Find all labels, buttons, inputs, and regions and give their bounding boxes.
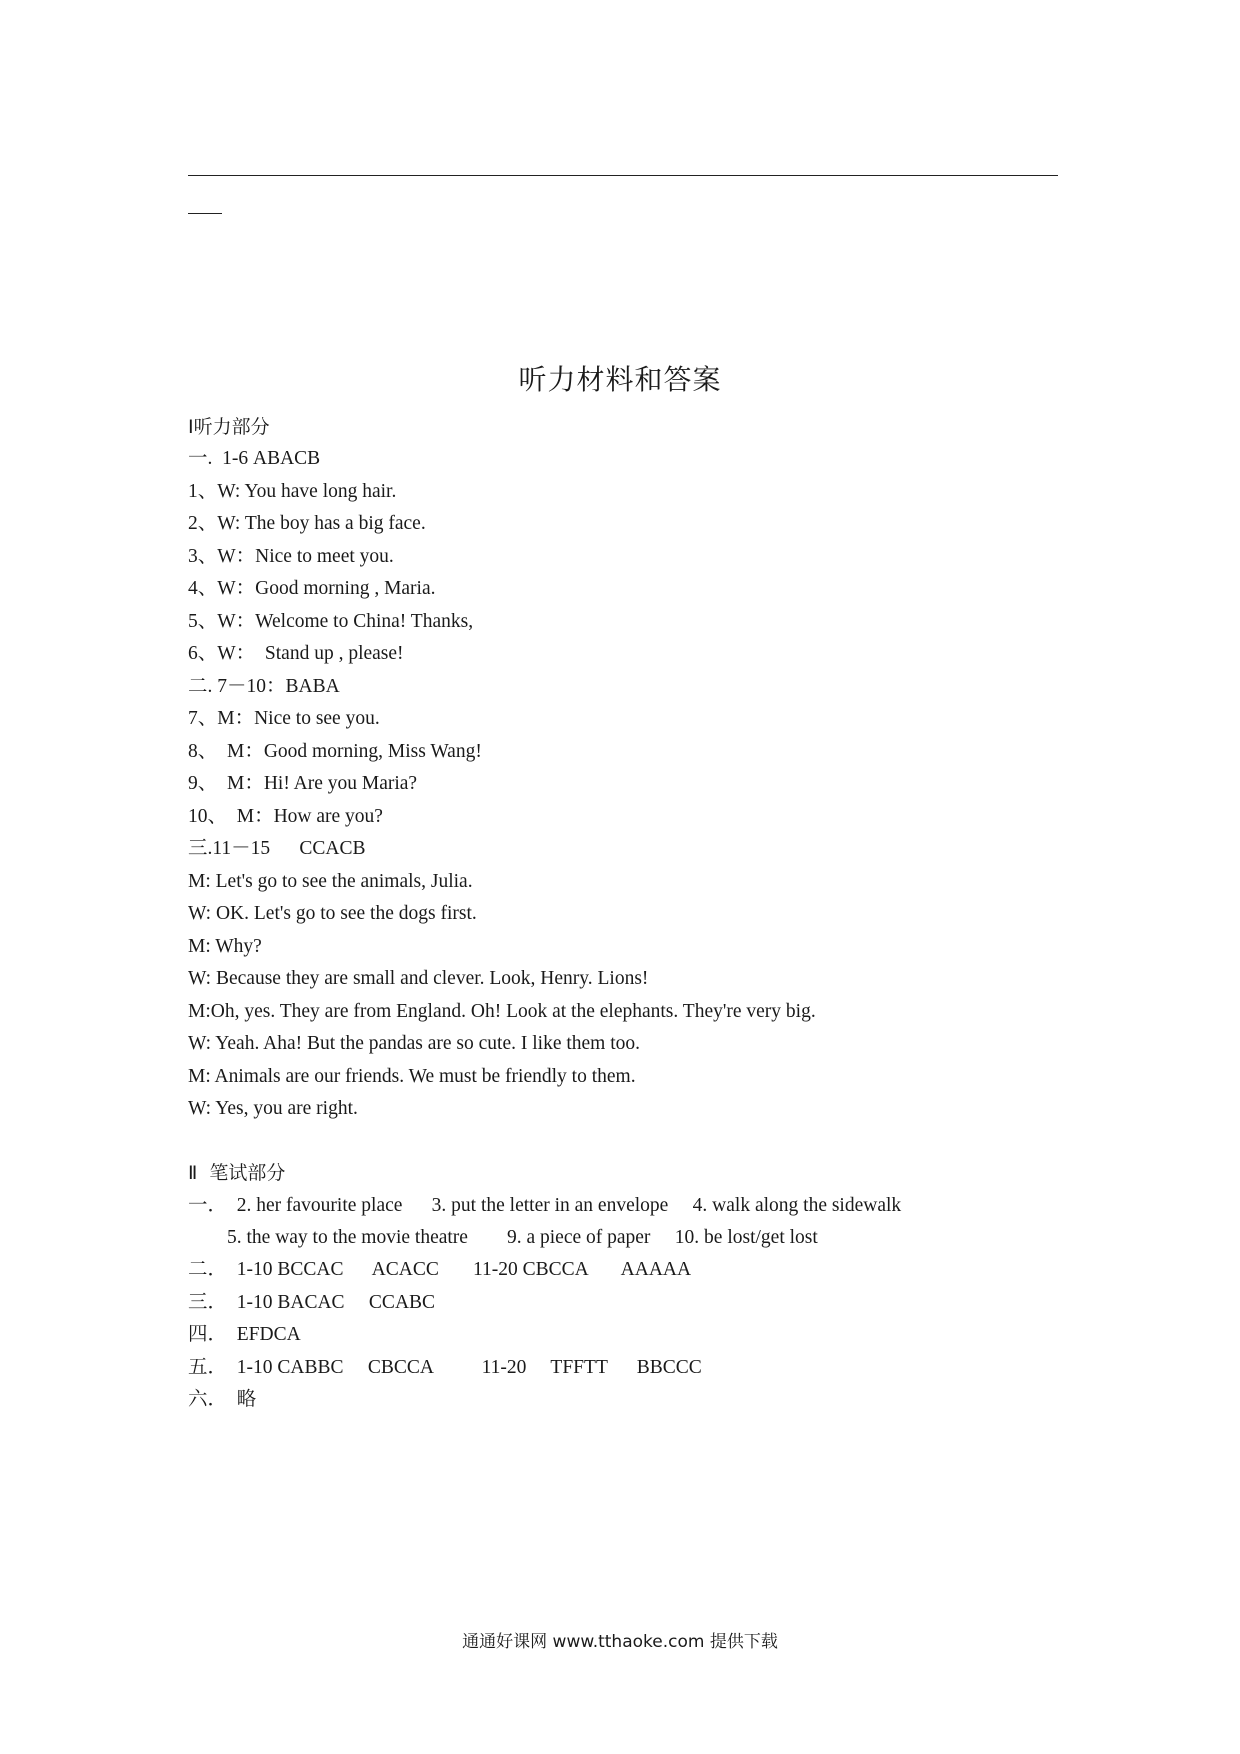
- answer-line: 3、W：Nice to meet you.: [188, 546, 394, 567]
- answer-line: 一. 1-6 ABACB: [188, 448, 321, 469]
- answer-line: 六． 略: [188, 1389, 257, 1410]
- answer-line: 5. the way to the movie theatre 9. a piece of paper 10. be lost/get lost: [188, 1227, 818, 1248]
- header-rule: [188, 175, 1058, 176]
- section-heading-written: Ⅱ 笔试部分: [188, 1162, 286, 1184]
- answer-line: 6、W： Stand up , please!: [188, 643, 404, 664]
- dialogue-line: W: Yeah. Aha! But the pandas are so cute. I like them too.: [188, 1033, 641, 1054]
- header-rule-short: [188, 213, 222, 214]
- answer-line: 5、W：Welcome to China! Thanks,: [188, 611, 474, 632]
- answer-line: 二. 7－10：BABA: [188, 676, 340, 697]
- dialogue-line: W: Because they are small and clever. Look, Henry. Lions!: [188, 968, 649, 989]
- answer-line: 2、W: The boy has a big face.: [188, 513, 426, 534]
- dialogue-line: M: Let's go to see the animals, Julia.: [188, 871, 473, 892]
- answer-line: 9、 M：Hi! Are you Maria?: [188, 773, 418, 794]
- answer-line: 三． 1-10 BACAC CCABC: [188, 1292, 436, 1313]
- answer-line: 10、 M：How are you?: [188, 806, 383, 827]
- dialogue-line: W: OK. Let's go to see the dogs first.: [188, 903, 477, 924]
- answer-line: 1、W: You have long hair.: [188, 481, 397, 502]
- footer-credit: 通通好课网 www.tthaoke.com 提供下载: [462, 1632, 778, 1652]
- answer-line: 一． 2. her favourite place 3. put the letter in an envelope 4. walk along the sidewalk: [188, 1195, 902, 1216]
- answer-line: 8、 M：Good morning, Miss Wang!: [188, 741, 482, 762]
- answer-line: 4、W：Good morning , Maria.: [188, 578, 436, 599]
- answer-line: 四． EFDCA: [188, 1324, 301, 1345]
- dialogue-line: W: Yes, you are right.: [188, 1098, 358, 1119]
- answer-line: 7、M：Nice to see you.: [188, 708, 380, 729]
- document-title: 听力材料和答案: [518, 363, 722, 396]
- dialogue-line: M:Oh, yes. They are from England. Oh! Look at the elephants. They're very big.: [188, 1001, 816, 1022]
- dialogue-line: M: Animals are our friends. We must be friendly to them.: [188, 1066, 636, 1087]
- section-heading-listening: Ⅰ听力部分: [188, 416, 270, 438]
- dialogue-line: M: Why?: [188, 936, 262, 957]
- answer-line: 二． 1-10 BCCAC ACACC 11-20 CBCCA AAAAA: [188, 1259, 692, 1280]
- answer-line: 五． 1-10 CABBC CBCCA 11-20 TFFTT BBCCC: [188, 1357, 702, 1378]
- answer-line: 三.11－15 CCACB: [188, 838, 366, 859]
